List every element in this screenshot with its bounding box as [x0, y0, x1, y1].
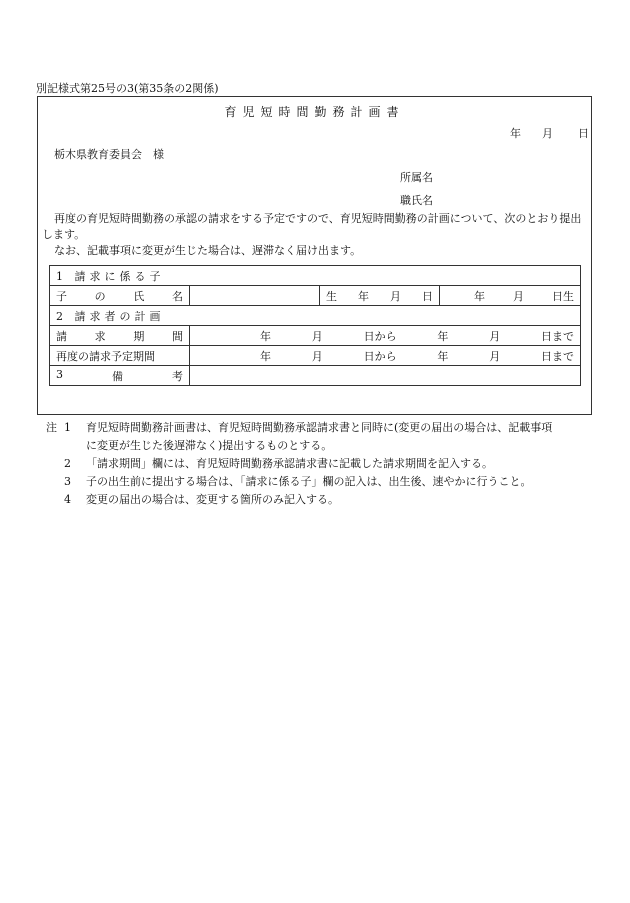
table-row: [50, 326, 581, 346]
child-name-field[interactable]: [190, 286, 320, 306]
note-item: 3 子の出生前に提出する場合は、「請求に係る子」欄の記入は、出生後、速やかに行うこと。: [64, 475, 532, 488]
body-paragraph-1: 再度の育児短時間勤務の承認の請求をする予定ですので、育児短時間勤務の計画について、次のとおり提出します。: [42, 212, 582, 241]
table-row: [50, 306, 581, 326]
birth-date-label: 生 年 月 日: [320, 286, 440, 306]
date-year: 年: [510, 127, 521, 140]
remarks-label: 3 備 考: [50, 366, 190, 386]
child-name-label: 子 の 氏 名: [50, 286, 190, 306]
note-continuation: に変更が生じた後遅滞なく)提出するものとする。: [86, 439, 333, 452]
note-item: 2 「請求期間」欄には、育児短時間勤務承認請求書に記載した請求期間を記入する。: [64, 457, 493, 470]
section-plan-heading: 2 請求者の計画: [50, 306, 581, 326]
table-row: [50, 366, 581, 386]
remarks-field[interactable]: [190, 366, 581, 386]
date-day: 日: [578, 127, 589, 140]
body-paragraph-2: なお、記載事項に変更が生じた場合は、遅滞なく届け出ます。: [54, 244, 362, 257]
affiliation-label: 所属名: [400, 171, 433, 184]
notes-section: [46, 419, 596, 509]
period-field[interactable]: 年 月 日から 年 月 日まで: [190, 326, 581, 346]
form-frame: [37, 96, 592, 415]
table-row: [50, 346, 581, 366]
name-label: 職氏名: [400, 194, 433, 207]
note-item: 4 変更の届出の場合は、変更する箇所のみ記入する。: [64, 493, 339, 506]
plan-table: [49, 265, 581, 386]
form-title: 育児短時間勤務計画書: [224, 105, 405, 119]
re-period-field[interactable]: 年 月 日から 年 月 日まで: [190, 346, 581, 366]
period-label: 請 求 期 間: [50, 326, 190, 346]
date-month: 月: [542, 127, 553, 140]
notes-heading: 注: [46, 421, 57, 434]
note-item: 注 1 育児短時間勤務計画書は、育児短時間勤務承認請求書と同時に(変更の届出の場合は、記載事項: [46, 419, 596, 437]
table-row: [50, 266, 581, 286]
re-period-label: 再度の請求予定期間: [50, 346, 190, 366]
addressee: 栃木県教育委員会 様: [54, 148, 164, 161]
section-child-heading: 1 請求に係る子: [50, 266, 581, 286]
form-number-label: 別記様式第25号の3(第35条の2関係): [36, 82, 219, 95]
table-row: [50, 286, 581, 306]
birth-date-field[interactable]: 年 月 日生: [440, 286, 581, 306]
